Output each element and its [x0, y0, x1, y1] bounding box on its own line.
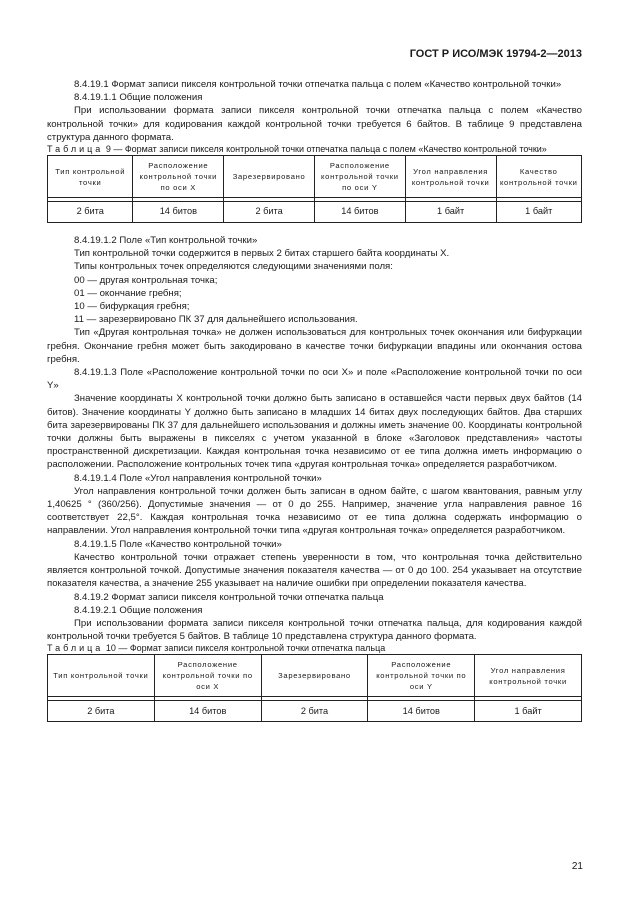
table-header-row: [48, 655, 582, 697]
paragraph: Тип «Другая контрольная точка» не должен использоваться для контрольных точек окончания или бифуркации гребня. Окончание гребня может быть закодировано в качестве точки бифуркации впадины или окончания остова гребня.: [47, 327, 582, 365]
table-caption: [47, 144, 582, 155]
subsection-heading: 8.4.19.1.4 Поле «Угол направления контрольной точки»: [74, 472, 322, 484]
subsection-heading: 8.4.19.1.2 Поле «Тип контрольной точки»: [74, 235, 258, 247]
subsection-heading: 8.4.19.1.3 Поле «Расположение контрольной точки по оси X» и поле «Расположение контрольной точки по оси Y»: [47, 367, 582, 392]
table-cell: 14 битов: [368, 701, 475, 722]
paragraph: Тип контрольной точки содержится в первых 2 битах старшего байта координаты X.: [74, 248, 450, 260]
list-item: 11 — зарезервировано ПК 37 для дальнейшего использования.: [74, 314, 358, 326]
table-10: [47, 654, 582, 722]
table-caption-text: 9 — Формат записи пикселя контрольной точки отпечатка пальца с полем «Качество контрольной точки»: [105, 144, 547, 155]
paragraph: Значение координаты X контрольной точки должно быть записано в оставшейся части первых двух байтов (14 битов). Значение координаты Y должно быть записано в младших 14 битах двух последующих байтов. Два старших бита зарезервированы ПК 37 для дальнейшего использования и должны иметь значение 00. Координаты контрольной точки должны быть выражены в пикселях с учетом указанной в блоке «Заголовок представления» частоты пространственной дискретизации. Каждая контрольная точка независимо от ее типа должна иметь информацию о расположении. Расположение контрольных точек типа «другая контрольная точка» определяется разработчиком.: [47, 393, 582, 471]
table-header-cell: Зарезервировано: [261, 655, 368, 697]
table-header-cell: Расположение контрольной точки по оси Y: [368, 655, 475, 697]
table-cell: 1 байт: [405, 202, 496, 223]
section-heading: 8.4.19.1 Формат записи пикселя контрольной точки отпечатка пальца с полем «Качество контрольной точки»: [74, 79, 562, 90]
table-cell: 14 битов: [314, 202, 405, 223]
table-header-cell: Тип контрольной точки: [48, 156, 133, 198]
table-row: [48, 202, 582, 223]
section-heading: 8.4.19.2 Формат записи пикселя контрольной точки отпечатка пальца: [74, 591, 384, 603]
table-header-cell: Расположение контрольной точки по оси Y: [314, 156, 405, 198]
list-item: 01 — окончание гребня;: [74, 287, 182, 299]
table-cell: 2 бита: [224, 202, 315, 223]
document-header: ГОСТ Р ИСО/МЭК 19794-2—2013: [409, 48, 582, 60]
document-body: [47, 78, 582, 733]
paragraph: При использовании формата записи пикселя контрольной точки отпечатка пальца с полем «Качество контрольной точки» для кодирования каждой контрольной точки требуется 6 байтов. В таблице 9 представлена структура данного формата.: [47, 105, 582, 143]
table-header-cell: Тип контрольной точки: [48, 655, 155, 697]
subsection-heading: 8.4.19.1.5 Поле «Качество контрольной точки»: [74, 538, 282, 550]
table-header-cell: Угол направления контрольной точки: [475, 655, 582, 697]
table-header-cell: Расположение контрольной точки по оси X: [133, 156, 224, 198]
table-caption-text: 10 — Формат записи пикселя контрольной точки отпечатка пальца: [105, 643, 386, 654]
table-cell: 14 битов: [133, 202, 224, 223]
table-cell: 14 битов: [154, 701, 261, 722]
table-cell: 1 байт: [475, 701, 582, 722]
table-caption: [47, 643, 582, 654]
table-header-cell: Угол направления контрольной точки: [405, 156, 496, 198]
subsection-heading: 8.4.19.1.1 Общие положения: [74, 92, 203, 104]
list-item: 10 — бифуркация гребня;: [74, 301, 190, 313]
table-header-cell: Зарезервировано: [224, 156, 315, 198]
table-cell: 2 бита: [48, 701, 155, 722]
table-caption-label: Таблица: [47, 144, 104, 155]
table-row: [48, 701, 582, 722]
table-header-cell: Расположение контрольной точки по оси X: [154, 655, 261, 697]
table-cell: 2 бита: [261, 701, 368, 722]
table-cell: 2 бита: [48, 202, 133, 223]
table-9: [47, 155, 582, 223]
list-item: 00 — другая контрольная точка;: [74, 274, 218, 286]
paragraph: Качество контрольной точки отражает степень уверенности в том, что контрольная точка действительно является контрольной точкой. Допустимые значения показателя качества — от 0 до 100. 254 указывает на отсутствие показателя качества, а значение 255 указывает на наличие ошибки при определении показателя качества.: [47, 551, 582, 590]
paragraph: Типы контрольных точек определяются следующими значениями поля:: [74, 261, 393, 273]
subsection-heading: 8.4.19.2.1 Общие положения: [74, 604, 203, 616]
page-number: 21: [571, 861, 583, 872]
table-cell: 1 байт: [496, 202, 582, 223]
paragraph: При использовании формата записи пикселя контрольной точки отпечатка пальца, для кодирования каждой контрольной точки требуется 5 байтов. В таблице 10 представлена структура данного формата.: [47, 617, 582, 643]
table-header-cell: Качество контрольной точки: [496, 156, 582, 198]
paragraph: Угол направления контрольной точки должен быть записан в одном байте, с шагом квантования, равным углу 1,40625 ° (360/256). Допустимые значения — от 0 до 255. Например, значение угла направления равное 16 соответствует 22,5°. Каждая контрольная точка независимо от ее типа должна содержать информацию о направлении. Угол направления контрольной точки типа «другая контрольная точка» определяется разработчиком.: [47, 485, 582, 537]
table-header-row: [48, 156, 582, 198]
table-caption-label: Таблица: [47, 643, 104, 654]
